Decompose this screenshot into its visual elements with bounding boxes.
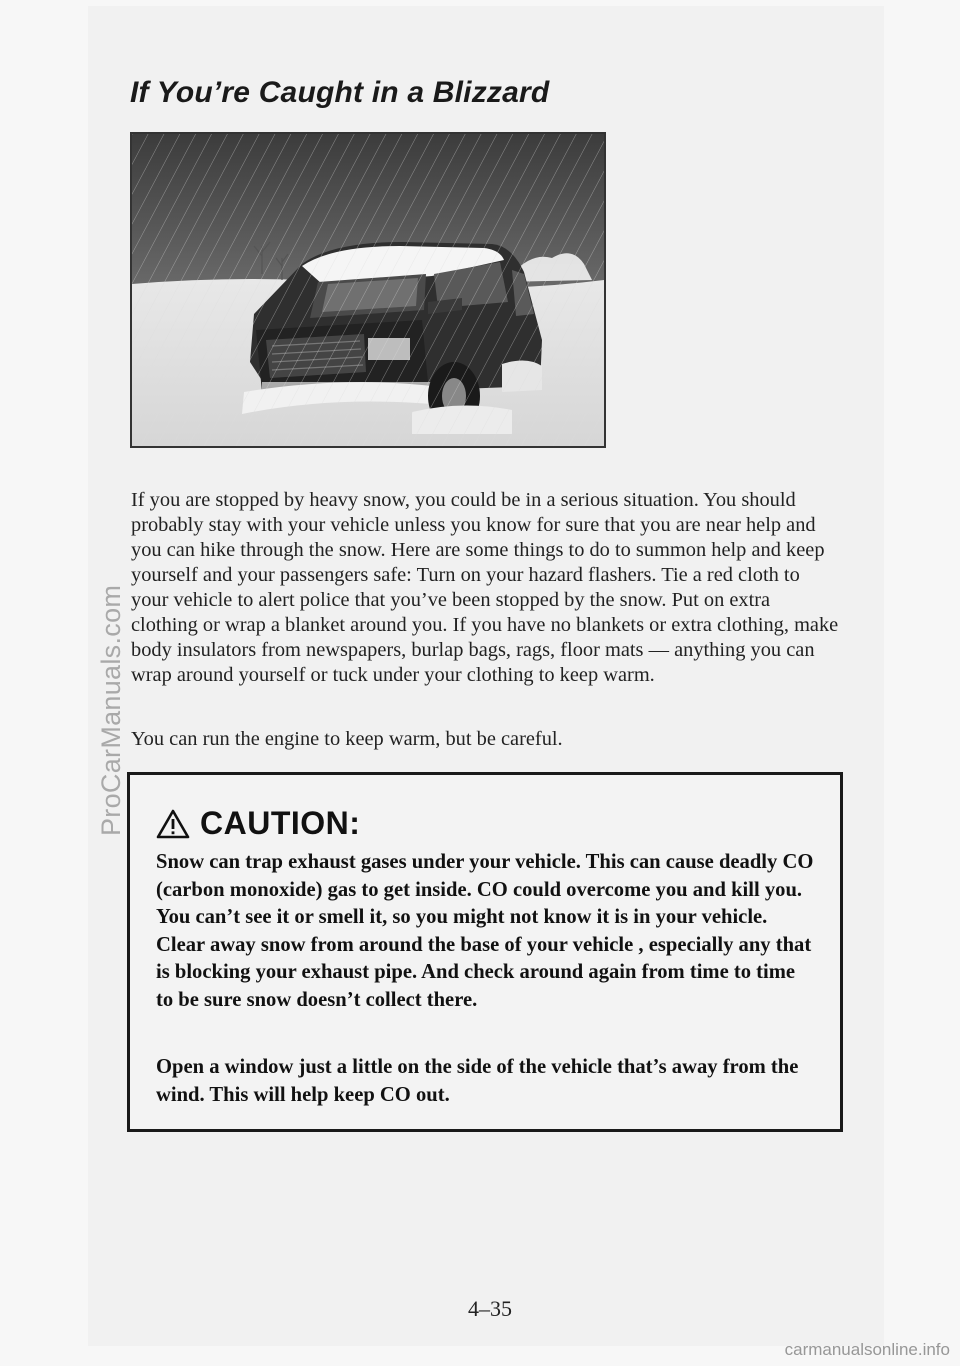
side-watermark: ProCarManuals.com	[96, 584, 126, 836]
blizzard-instructions-paragraph: If you are stopped by heavy snow, you could be in a serious situation. You should probably stay with your vehicle unless you know for sure that you are near help and you can hike through the snow. Here are some things to do to summon help and keep yourself and your passengers safe: Turn on your hazard flashers. Tie a red cloth to your vehicle to alert police that you’ve been stopped by the snow. Put on extra clothing or wrap a blanket around you. If you have no blankets or extra clothing, make body insulators from newspapers, burlap bags, rags, floor mats — anything you can wrap around yourself or tuck under your clothing to keep warm.	[131, 489, 839, 686]
engine-warning-paragraph: You can run the engine to keep warm, but be careful.	[131, 728, 563, 750]
blizzard-van-illustration	[130, 132, 606, 448]
page-number: 4–35	[468, 1296, 512, 1321]
caution-box	[127, 772, 843, 1132]
warning-triangle-icon	[156, 809, 190, 839]
caution-text-window: Open a window just a little on the side of the vehicle that’s away from the wind. This will help keep CO out.	[156, 1056, 799, 1106]
caution-label: CAUTION:	[200, 805, 361, 841]
corner-watermark: carmanualsonline.info	[784, 1340, 950, 1359]
section-heading: If You’re Caught in a Blizzard	[130, 76, 550, 109]
caution-title	[156, 805, 360, 842]
caution-text-exhaust: Snow can trap exhaust gases under your vehicle. This can cause deadly CO (carbon monoxide) gas to get inside. CO could overcome you and kill you. You can’t see it or smell it, so you might not know it is in your vehicle. Clear away snow from around the base of your vehicle , especially any that is blocking your exhaust pipe. And check around again from time to time to be sure snow doesn’t collect there.	[156, 851, 814, 1011]
